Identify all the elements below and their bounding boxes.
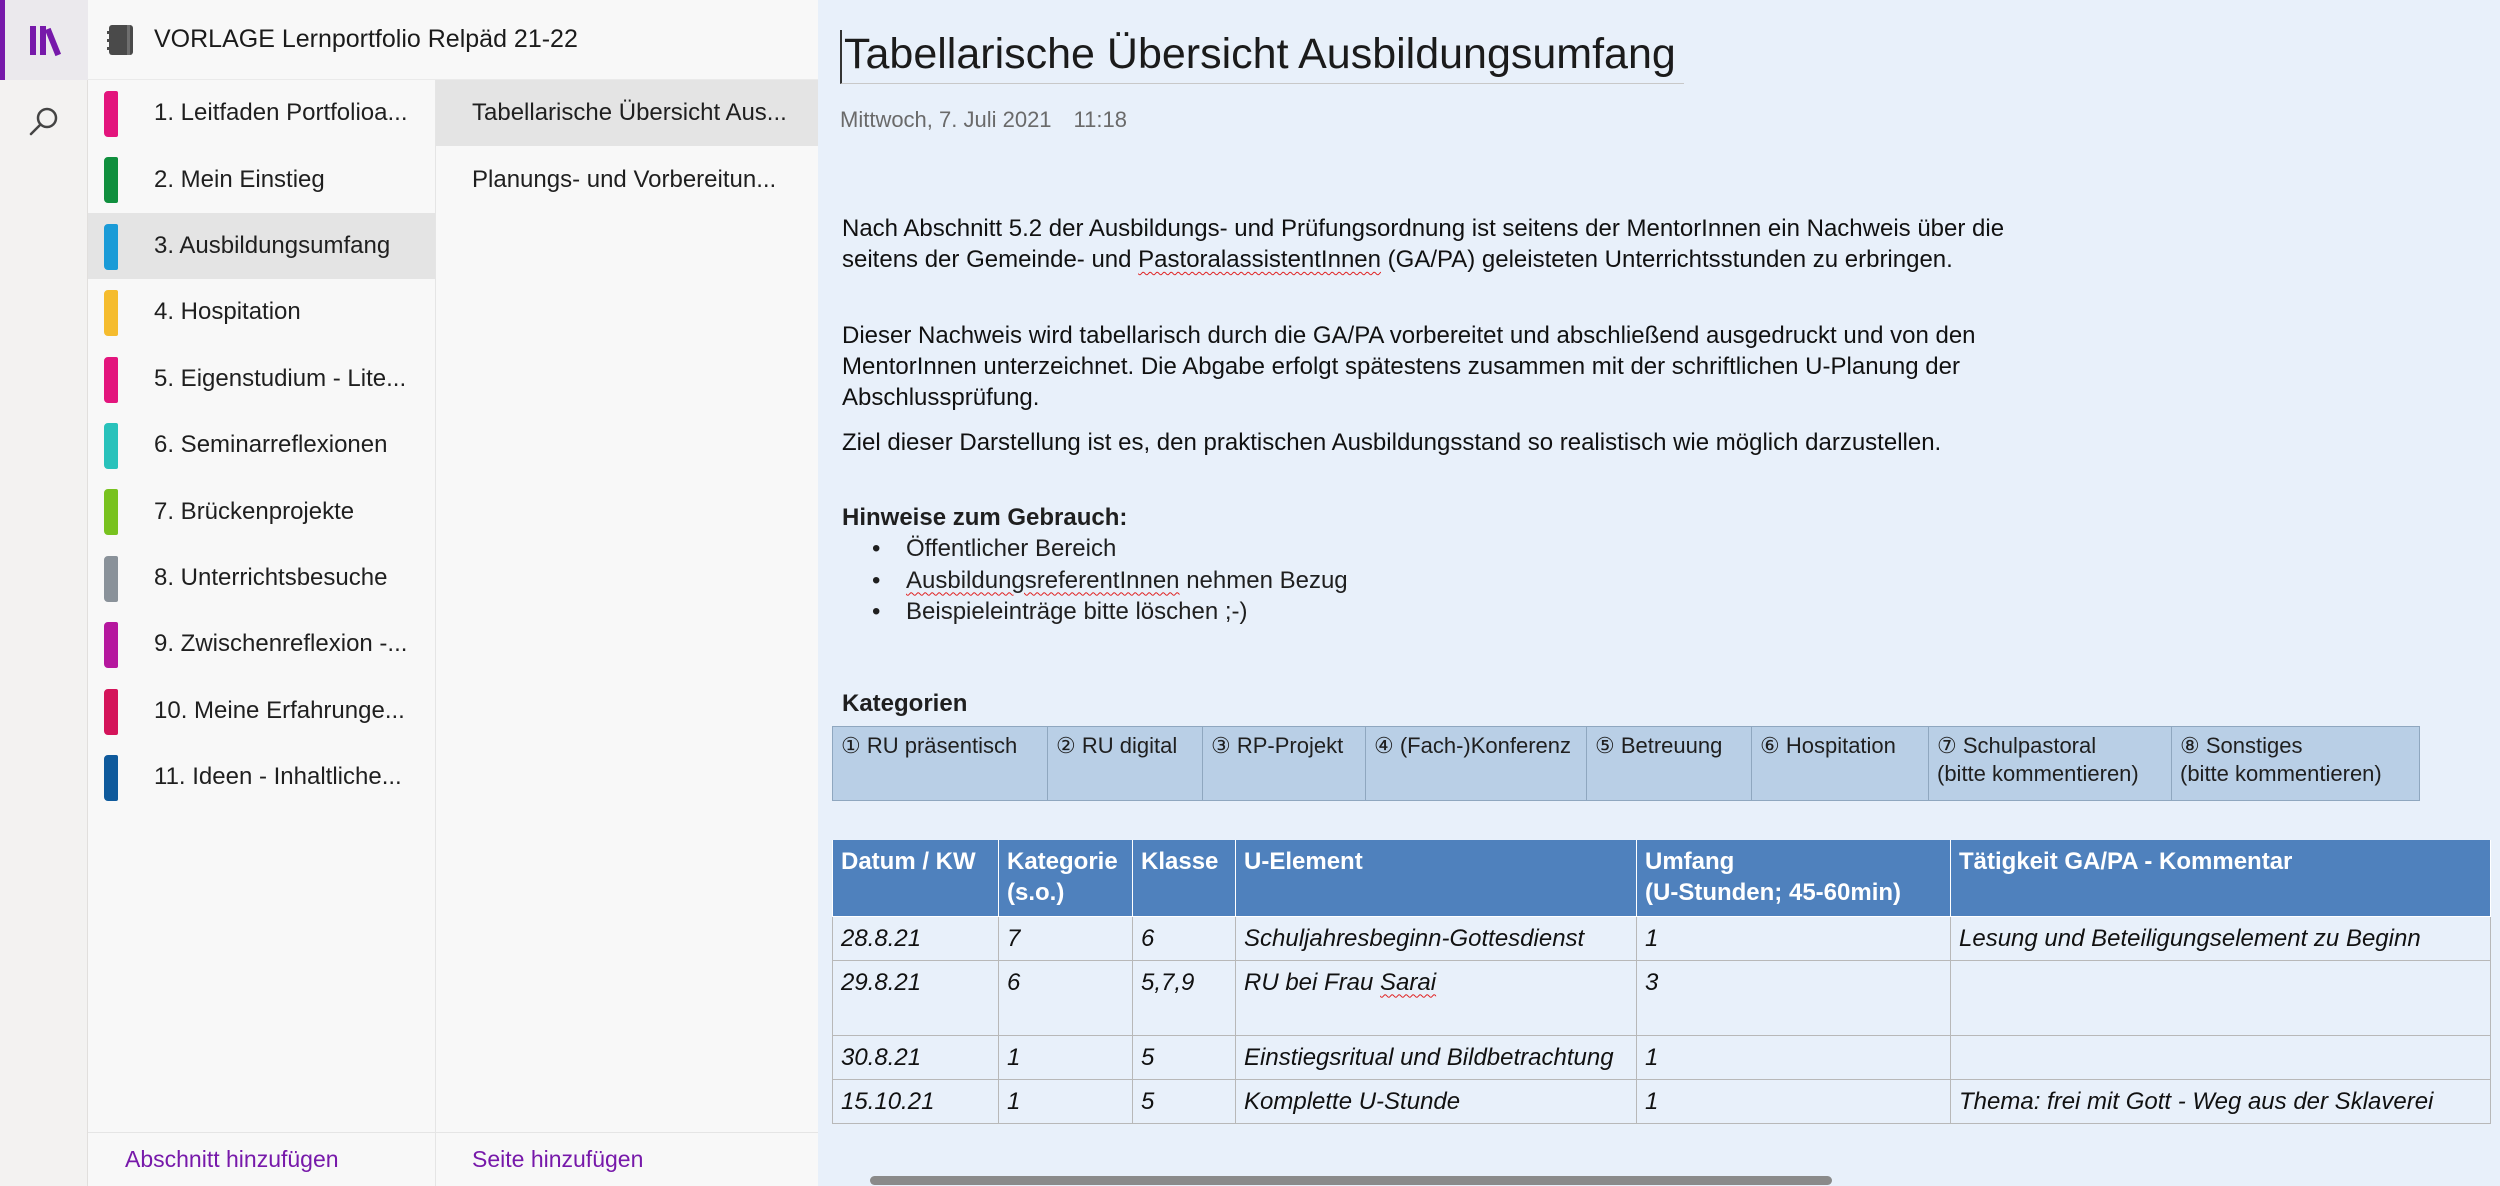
hints-list	[866, 533, 1348, 628]
section-item-2[interactable]	[88, 146, 435, 212]
paragraph-2[interactable]: Dieser Nachweis wird tabellarisch durch die GA/PA vorbereitet und abschließend ausgedruckt und von den MentorInnen unterzeichnet. Die Abgabe erfolgt spätestens zusammen mit der schriftlichen U-Planung der Abschlussprüfung.	[842, 322, 1976, 411]
category-label: ① RU präsentisch	[841, 733, 1018, 758]
categories-title: Kategorien	[842, 690, 968, 717]
cell-class[interactable]: 5	[1133, 1079, 1236, 1123]
section-item-11[interactable]	[88, 744, 435, 810]
hint-item-text-a: AusbildungsreferentInnen	[906, 566, 1180, 594]
hint-item[interactable]	[866, 565, 1348, 597]
category-label: ⑦ Schulpastoral	[1937, 733, 2097, 758]
pages-pane	[436, 80, 818, 1186]
header-label: Kategorie	[1007, 848, 1118, 875]
section-label: 1. Leitfaden Portfolioa...	[154, 99, 408, 127]
section-label: 7. Brückenprojekte	[154, 497, 355, 525]
category-note: (bitte kommentieren)	[2180, 761, 2382, 786]
header-sublabel: (s.o.)	[1007, 879, 1065, 906]
category-cell[interactable]	[1587, 727, 1752, 801]
header-label: U-Element	[1244, 848, 1363, 875]
column-header-date[interactable]	[833, 840, 999, 916]
cell-date[interactable]: 28.8.21	[833, 916, 999, 960]
section-item-1[interactable]	[88, 80, 435, 146]
column-header-element[interactable]	[1236, 840, 1637, 916]
paragraph-1-text-c: (GA/PA) geleisteten Unterrichtsstunden zu erbringen.	[1380, 246, 1953, 273]
category-note: (bitte kommentieren)	[1937, 761, 2139, 786]
cell-category[interactable]: 7	[999, 916, 1133, 960]
section-label: 5. Eigenstudium - Lite...	[154, 364, 407, 392]
cell-date[interactable]: 30.8.21	[833, 1035, 999, 1079]
paragraph-1-text-a: Nach Abschnitt 5.2 der Ausbildungs- und Prüfungsordnung ist seitens der MentorInnen ein Nachweis über die seitens der Gemeinde- und	[842, 215, 2005, 273]
column-header-class[interactable]	[1133, 840, 1236, 916]
paragraph-1[interactable]	[842, 213, 2052, 275]
cell-class[interactable]: 5,7,9	[1133, 960, 1236, 1035]
sections-pane	[88, 80, 436, 1186]
column-header-comment[interactable]	[1951, 840, 2491, 916]
category-label: ⑤ Betreuung	[1595, 733, 1723, 758]
category-cell[interactable]	[1203, 727, 1366, 801]
section-label: 10. Meine Erfahrunge...	[154, 696, 405, 724]
section-color-tab	[104, 91, 118, 137]
page-title[interactable]: Tabellarische Übersicht Ausbildungsumfang	[840, 30, 1684, 84]
cell-element-text: RU bei Frau	[1244, 968, 1381, 996]
cell-scope[interactable]: 1	[1637, 1079, 1951, 1123]
category-label: ③ RP-Projekt	[1211, 733, 1344, 758]
category-cell[interactable]	[833, 727, 1048, 801]
search-icon	[27, 105, 61, 139]
paragraph-1-text-b: PastoralassistentInnen	[1138, 246, 1381, 273]
header-sublabel: (U-Stunden; 45-60min)	[1645, 879, 1902, 906]
notebook-title: VORLAGE Lernportfolio Relpäd 21-22	[154, 25, 578, 53]
cell-comment[interactable]	[1951, 1035, 2491, 1079]
section-item-8[interactable]	[88, 545, 435, 611]
table-header-row	[833, 840, 2491, 916]
section-color-tab	[104, 290, 118, 336]
cell-comment[interactable]: Thema: frei mit Gott - Weg aus der Sklaverei	[1951, 1079, 2491, 1123]
cell-class[interactable]: 5	[1133, 1035, 1236, 1079]
section-label: 4. Hospitation	[154, 298, 301, 326]
table-row	[833, 1079, 2491, 1123]
category-label: ⑧ Sonstiges	[2180, 733, 2303, 758]
category-cell[interactable]	[2172, 727, 2420, 801]
app-rail	[0, 0, 88, 1186]
notebooks-button[interactable]	[0, 0, 88, 80]
category-cell[interactable]	[1048, 727, 1203, 801]
section-color-tab	[104, 556, 118, 602]
cell-class[interactable]: 6	[1133, 916, 1236, 960]
cell-comment[interactable]	[1951, 960, 2491, 1035]
cell-element[interactable]: Schuljahresbeginn-Gottesdienst	[1236, 916, 1637, 960]
category-cell[interactable]	[1366, 727, 1587, 801]
section-color-tab	[104, 689, 118, 735]
notebooks-icon	[28, 23, 66, 57]
section-color-tab	[104, 157, 118, 203]
header-label: Umfang	[1645, 848, 1735, 875]
header-label: Datum / KW	[841, 848, 976, 875]
category-cell[interactable]	[1752, 727, 1929, 801]
paragraph-3[interactable]: Ziel dieser Darstellung ist es, den praktischen Ausbildungsstand so realistisch wie möglich darzustellen.	[842, 429, 1942, 456]
page-meta	[840, 107, 1149, 133]
cell-element[interactable]	[1236, 960, 1637, 1035]
hint-item-text: Beispieleinträge bitte löschen ;-)	[906, 598, 1248, 625]
hint-item[interactable]	[866, 596, 1348, 628]
category-label: ② RU digital	[1056, 733, 1178, 758]
hint-item-text: Öffentlicher Bereich	[906, 535, 1117, 562]
cell-scope[interactable]: 1	[1637, 1035, 1951, 1079]
table-row	[833, 960, 2491, 1035]
notebook-icon	[106, 23, 136, 57]
header-label: Klasse	[1141, 848, 1219, 875]
column-header-scope[interactable]	[1637, 840, 1951, 916]
cell-category[interactable]: 6	[999, 960, 1133, 1035]
notebook-header[interactable]	[88, 0, 818, 80]
add-section-button[interactable]: Abschnitt hinzufügen	[88, 1132, 436, 1186]
section-label: 9. Zwischenreflexion -...	[154, 630, 408, 658]
section-color-tab	[104, 357, 118, 403]
horizontal-scrollbar[interactable]	[870, 1176, 1832, 1185]
page-time: 11:18	[1073, 107, 1127, 132]
section-label: 6. Seminarreflexionen	[154, 431, 388, 459]
cell-category[interactable]: 1	[999, 1035, 1133, 1079]
cell-comment[interactable]: Lesung und Beteiligungselement zu Beginn	[1951, 916, 2491, 960]
cell-date[interactable]: 29.8.21	[833, 960, 999, 1035]
table-row	[833, 916, 2491, 960]
hint-item[interactable]	[866, 533, 1348, 565]
cell-element[interactable]: Komplette U-Stunde	[1236, 1079, 1637, 1123]
cell-element-text-b: Sarai	[1380, 968, 1437, 996]
section-item-7[interactable]	[88, 478, 435, 544]
cell-element[interactable]: Einstiegsritual und Bildbetrachtung	[1236, 1035, 1637, 1079]
section-label: 3. Ausbildungsumfang	[154, 231, 391, 259]
section-item-5[interactable]	[88, 346, 435, 412]
page-item-1[interactable]: Tabellarische Übersicht Aus...	[436, 80, 818, 146]
section-color-tab	[104, 423, 118, 469]
section-item-4[interactable]	[88, 279, 435, 345]
section-color-tab	[104, 489, 118, 535]
category-label: ④ (Fach-)Konferenz	[1374, 733, 1572, 758]
section-label: 2. Mein Einstieg	[154, 165, 325, 193]
section-color-tab	[104, 622, 118, 668]
page-item-2[interactable]: Planungs- und Vorbereitun...	[472, 165, 777, 193]
hint-item-text-b: nehmen Bezug	[1179, 566, 1348, 594]
section-color-tab	[104, 224, 118, 270]
page-canvas[interactable]	[818, 0, 2500, 1186]
section-color-tab	[104, 755, 118, 801]
cell-scope[interactable]: 1	[1637, 916, 1951, 960]
section-item-6[interactable]	[88, 412, 435, 478]
hours-table	[832, 840, 2491, 1124]
hints-title: Hinweise zum Gebrauch:	[842, 504, 1128, 531]
page-date: Mittwoch, 7. Juli 2021	[840, 107, 1052, 132]
section-label: 11. Ideen - Inhaltliche...	[154, 763, 402, 791]
search-button[interactable]	[0, 82, 88, 162]
section-item-10[interactable]	[88, 678, 435, 744]
cell-category[interactable]: 1	[999, 1079, 1133, 1123]
cell-date[interactable]: 15.10.21	[833, 1079, 999, 1123]
add-page-button[interactable]: Seite hinzufügen	[436, 1132, 818, 1186]
category-label: ⑥ Hospitation	[1760, 733, 1896, 758]
categories-table	[832, 726, 2420, 801]
cell-scope[interactable]: 3	[1637, 960, 1951, 1035]
section-label: 8. Unterrichtsbesuche	[154, 563, 388, 591]
section-item-9[interactable]	[88, 611, 435, 677]
table-row	[833, 1035, 2491, 1079]
column-header-category[interactable]	[999, 840, 1133, 916]
category-cell[interactable]	[1929, 727, 2172, 801]
section-item-3[interactable]	[88, 213, 435, 279]
header-label: Tätigkeit GA/PA - Kommentar	[1959, 848, 2293, 875]
